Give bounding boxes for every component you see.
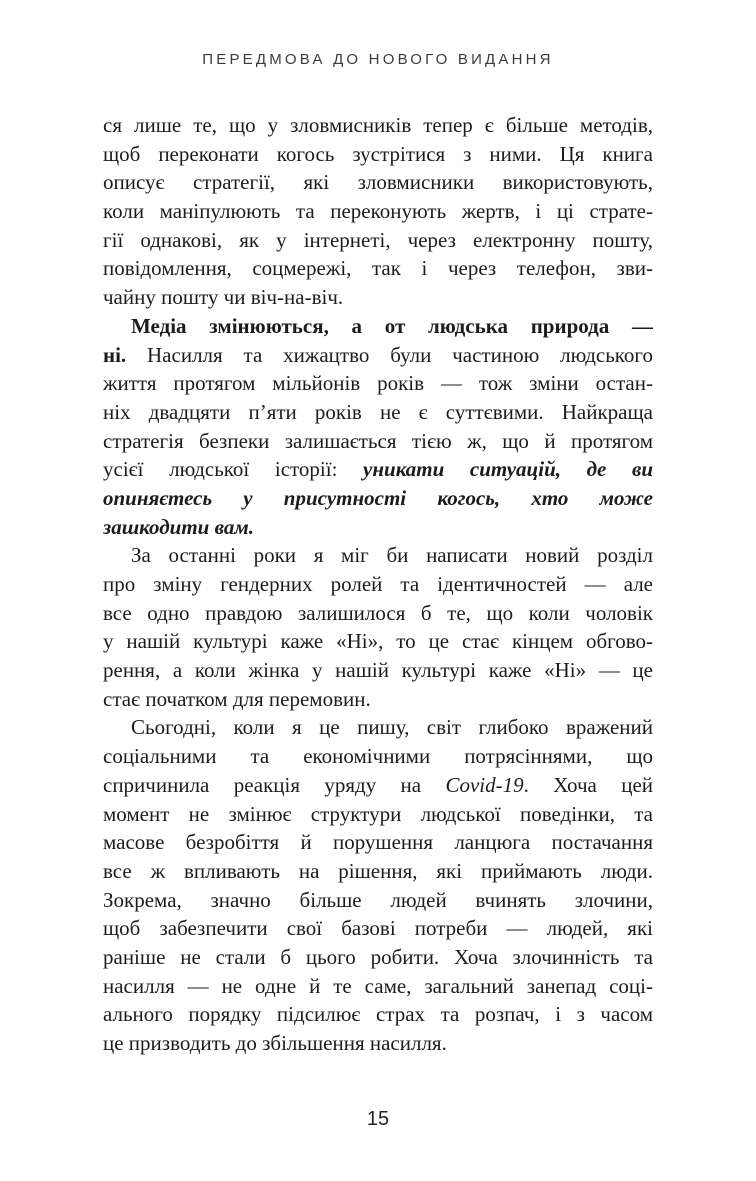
text-line [103,455,653,484]
text-line [103,111,653,140]
text-line [103,369,653,398]
paragraph [103,541,653,713]
text-run: все одно правдою залишилося б те, що коли чоловік [103,600,653,625]
text-run: усієї людської історії: [103,457,364,482]
text-run: ні. [103,342,127,367]
text-run: Насилля та хижацтво були частиною людського [126,342,653,367]
text-line [103,513,653,542]
text-line [103,914,653,943]
text-run: уникати ситуацій, де ви [363,457,653,482]
text-run: раніше не стали б цього робити. Хоча злочинність та [103,944,653,969]
text-run: рення, а коли жінка у нашій культурі каже «Ні» — це [103,658,653,683]
text-run: у нашій культурі каже «Ні», то це стає кінцем обгово- [103,629,653,654]
text-line [103,685,653,714]
text-run: гії однакові, як у інтернеті, через електронну пошту, [103,227,653,252]
text-line [103,398,653,427]
text-run: . Хоча цей [523,772,653,797]
text-run: повідомлення, соцмережі, так і через телефон, зви- [103,256,653,281]
text-line [103,599,653,628]
text-run: ального порядку підсилює страх та розпач, і з часом [103,1002,653,1027]
text-run: коли маніпулюють та переконують жертв, і ці страте- [103,199,653,224]
text-line [103,742,653,771]
text-run: описує стратегії, які зловмисники використовують, [103,170,653,195]
text-run: Сьогодні, коли я це пишу, світ глибоко вражений [131,715,653,740]
text-line [103,972,653,1001]
text-line [103,656,653,685]
text-run: момент не змінює структури людської поведінки, та [103,801,653,826]
text-line [103,168,653,197]
text-line [103,771,653,800]
page-number: 15 [366,1108,390,1130]
text-line [103,341,653,370]
text-run: стає початком для перемовин. [103,686,371,711]
text-run: життя протягом мільйонів років — тож зміни остан- [103,371,653,396]
text-run: соціальними та економічними потрясіннями, що [103,744,653,769]
text-line [103,857,653,886]
text-run: про зміну гендерних ролей та ідентичностей — але [103,572,653,596]
text-line [103,713,653,742]
text-line [103,570,653,599]
text-line [103,800,653,829]
chapter-header: ПЕРЕДМОВА ДО НОВОГО ВИДАННЯ [202,51,554,68]
text-line [103,226,653,255]
text-run: ніх двадцяти п’яти років не є суттєвими. Найкраща [103,399,653,424]
text-run: Covid-19 [445,772,524,797]
paragraph [103,111,653,312]
text-line [103,427,653,456]
text-run: це призводить до збільшення насилля. [103,1031,447,1055]
paragraph [103,713,653,1057]
text-line [103,312,653,341]
text-run: щоб переконати когось зустрітися з ними. Ця книга [103,141,653,166]
text-line [103,197,653,226]
text-line [103,140,653,169]
text-line [103,541,653,570]
text-line [103,1029,653,1058]
text-run: Зокрема, значно більше людей вчинять злочини, [103,887,653,912]
text-run: За останні роки я міг би написати новий розділ [131,543,653,568]
text-run: ся лише те, що у зловмисників тепер є більше методів, [103,113,653,137]
text-run: Медіа змінюються, а от людська природа — [131,313,653,338]
text-line [103,943,653,972]
text-line [103,1000,653,1029]
text-run: насилля — не одне й те саме, загальний занепад соці- [103,973,653,998]
text-line [103,828,653,857]
text-run: зашкодити вам. [103,514,254,539]
text-run: спричинила реакція уряду на [103,772,446,797]
text-line [103,283,653,312]
text-run: масове безробіття й порушення ланцюга постачання [103,830,653,855]
text-line [103,886,653,915]
text-run: все ж впливають на рішення, які приймають люди. [103,858,653,883]
body-text [103,111,653,1058]
text-line [103,484,653,513]
text-run: стратегія безпеки залишається тією ж, що й протягом [103,428,653,453]
paragraph [103,312,653,542]
text-line [103,627,653,656]
text-line [103,254,653,283]
text-run: щоб забезпечити свої базові потреби — людей, які [103,916,653,941]
text-run: опиняєтесь у присутності когось, хто може [103,485,653,510]
text-run: чайну пошту чи віч-на-віч. [103,285,344,310]
